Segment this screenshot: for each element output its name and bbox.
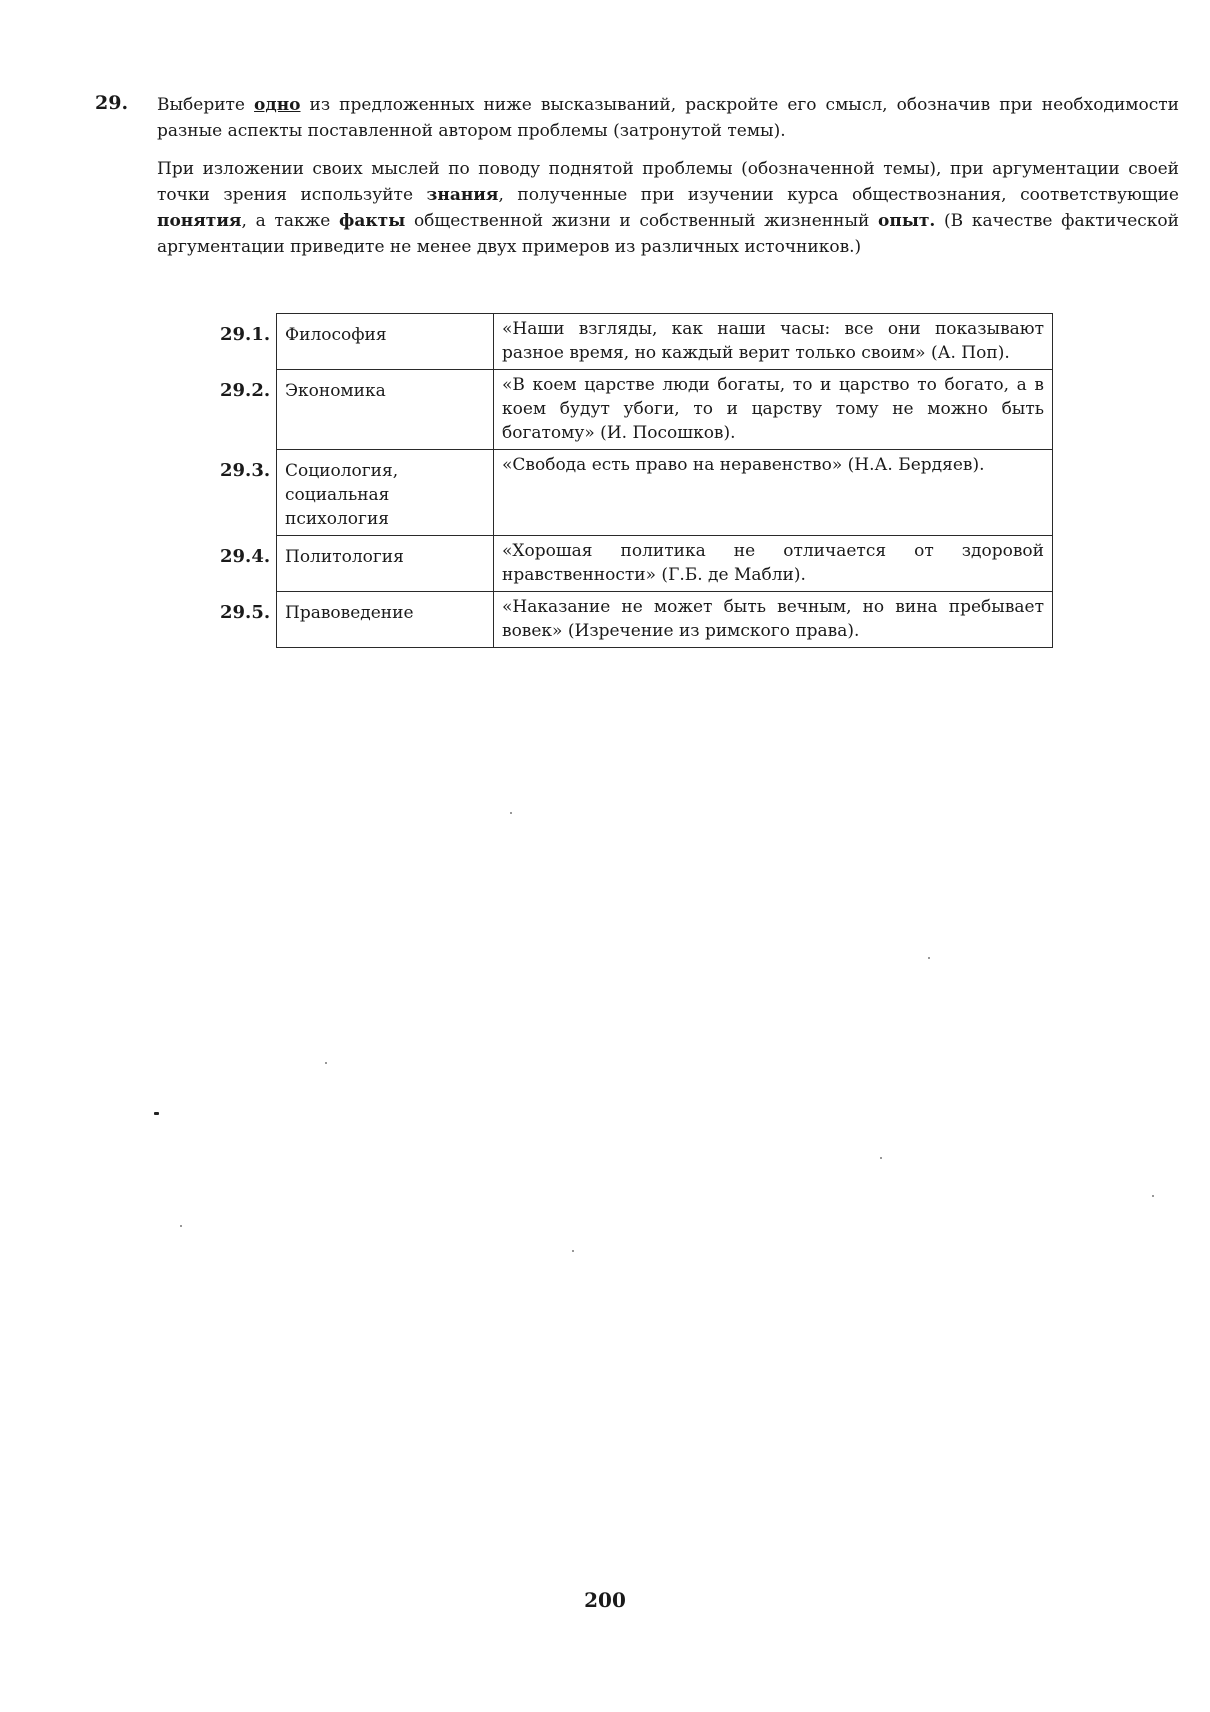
scan-speck bbox=[880, 1157, 882, 1159]
option-subject: Социология, социальная психология bbox=[277, 450, 494, 536]
option-number: 29.2. bbox=[220, 379, 271, 401]
options-table bbox=[210, 313, 1053, 648]
instr-1: При изложении своих мыслей по поводу поднятой проблемы (обозначенной темы), при аргументации своей точки зрения используйте bbox=[157, 159, 1179, 205]
intro-underlined: одно bbox=[254, 95, 301, 115]
option-row bbox=[210, 592, 1053, 648]
option-row bbox=[210, 450, 1053, 536]
instr-5: (В качестве фактической аргументации приведите не менее двух примеров из различных источников.) bbox=[157, 211, 1179, 257]
option-number: 29.4. bbox=[220, 545, 271, 567]
option-quote: «Свобода есть право на неравенство» (Н.А. Бердяев). bbox=[494, 450, 1053, 536]
option-row bbox=[210, 370, 1053, 450]
option-number: 29.1. bbox=[220, 323, 271, 345]
scan-speck bbox=[325, 1062, 327, 1064]
scan-speck bbox=[928, 957, 930, 959]
instr-bold-2: понятия bbox=[157, 211, 242, 231]
instr-4: общественной жизни и собственный жизненный bbox=[405, 211, 879, 231]
option-subject: Философия bbox=[277, 314, 494, 370]
intro-after: из предложенных ниже высказываний, раскройте его смысл, обозначив при необходимости разные аспекты поставленной автором проблемы (затронутой темы). bbox=[157, 95, 1180, 141]
option-row bbox=[210, 314, 1053, 370]
option-quote: «В коем царстве люди богаты, то и царство то богато, а в коем будут убоги, то и царству тому не можно быть богатому» (И. Посошков). bbox=[494, 370, 1053, 450]
option-row bbox=[210, 536, 1053, 592]
option-number: 29.5. bbox=[220, 601, 271, 623]
scan-speck bbox=[154, 1112, 159, 1115]
task-intro bbox=[157, 92, 1179, 144]
instr-3: , а также bbox=[241, 211, 340, 231]
scan-speck bbox=[180, 1225, 182, 1227]
instr-bold-3: факты bbox=[339, 211, 406, 231]
option-subject: Правоведение bbox=[277, 592, 494, 648]
option-number: 29.3. bbox=[220, 459, 271, 481]
scan-speck bbox=[572, 1250, 574, 1252]
instr-2: , полученные при изучении курса обществознания, соответствующие bbox=[498, 185, 1179, 205]
option-subject: Экономика bbox=[277, 370, 494, 450]
intro-before: Выберите bbox=[157, 95, 255, 115]
instr-bold-1: знания bbox=[426, 185, 499, 205]
task-body bbox=[157, 92, 1179, 260]
option-quote: «Наши взгляды, как наши часы: все они показывают разное время, но каждый верит только своим» (А. Поп). bbox=[494, 314, 1053, 370]
task-instructions bbox=[157, 156, 1179, 260]
scan-speck bbox=[1152, 1195, 1154, 1197]
page-number: 200 bbox=[584, 1588, 626, 1612]
scan-speck bbox=[510, 812, 512, 814]
option-quote: «Хорошая политика не отличается от здоровой нравственности» (Г.Б. де Мабли). bbox=[494, 536, 1053, 592]
option-quote: «Наказание не может быть вечным, но вина пребывает вовек» (Изречение из римского права). bbox=[494, 592, 1053, 648]
instr-bold-4: опыт. bbox=[878, 211, 936, 231]
option-subject: Политология bbox=[277, 536, 494, 592]
task-number: 29. bbox=[95, 92, 129, 114]
